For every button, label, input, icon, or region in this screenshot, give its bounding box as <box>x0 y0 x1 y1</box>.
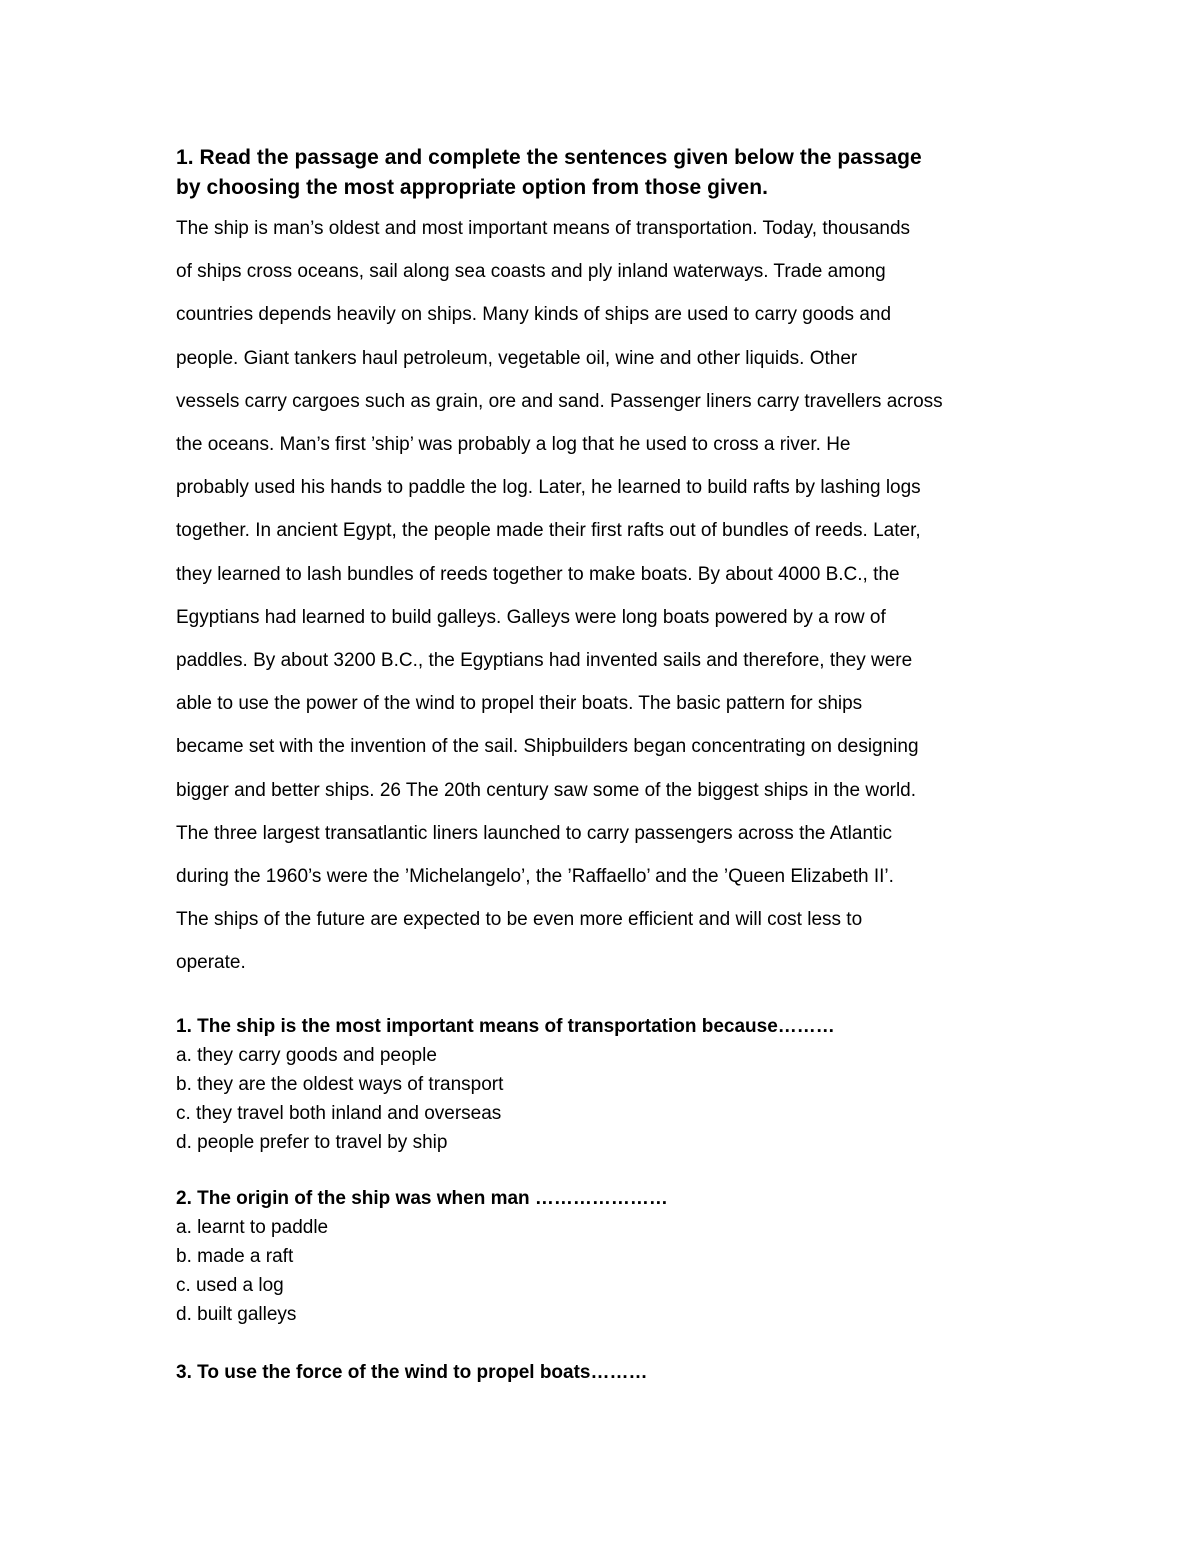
passage-line: the oceans. Man’s first ’ship’ was probably a log that he used to cross a river. He <box>176 434 851 456</box>
passage-line: during the 1960’s were the ’Michelangelo’, the ’Raffaello’ and the ’Queen Elizabeth II’. <box>176 866 894 888</box>
passage-line: people. Giant tankers haul petroleum, vegetable oil, wine and other liquids. Other <box>176 347 858 369</box>
passage-line: The ship is man’s oldest and most important means of transportation. Today, thousands <box>176 218 911 239</box>
answer-option: d. people prefer to travel by ship <box>176 1132 448 1153</box>
question-block <box>176 1012 1036 1157</box>
answer-option: c. used a log <box>176 1275 284 1296</box>
passage-line: probably used his hands to paddle the log. Later, he learned to build rafts by lashing logs <box>176 477 921 499</box>
passage-line: of ships cross oceans, sail along sea coasts and ply inland waterways. Trade among <box>176 261 886 283</box>
passage-line: they learned to lash bundles of reeds together to make boats. By about 4000 B.C., the <box>176 563 900 585</box>
passage-line: vessels carry cargoes such as grain, ore and sand. Passenger liners carry travellers across <box>176 390 943 412</box>
passage-line: together. In ancient Egypt, the people made their first rafts out of bundles of reeds. Later, <box>176 520 921 542</box>
answer-option: a. learnt to paddle <box>176 1217 329 1238</box>
passage-line: countries depends heavily on ships. Many kinds of ships are used to carry goods and <box>176 304 892 326</box>
passage-line: became set with the invention of the sail. Shipbuilders began concentrating on designing <box>176 736 919 758</box>
instruction-heading <box>176 143 1036 203</box>
answer-option: c. they travel both inland and overseas <box>176 1103 502 1124</box>
answer-option: d. built galleys <box>176 1304 297 1325</box>
answer-option: b. they are the oldest ways of transport <box>176 1074 504 1095</box>
instruction-line: 1. Read the passage and complete the sentences given below the passage <box>176 146 922 169</box>
passage-line: operate. <box>176 952 246 974</box>
passage-line: The ships of the future are expected to be even more efficient and will cost less to <box>176 909 863 931</box>
passage-line: able to use the power of the wind to propel their boats. The basic pattern for ships <box>176 693 863 715</box>
passage-line: The three largest transatlantic liners launched to carry passengers across the Atlantic <box>176 822 893 844</box>
passage-line: Egyptians had learned to build galleys. Galleys were long boats powered by a row of <box>176 606 886 628</box>
question-text: 3. To use the force of the wind to propel boats……… <box>176 1362 648 1383</box>
instruction-line: by choosing the most appropriate option from those given. <box>176 176 769 199</box>
question-block <box>176 1358 1036 1387</box>
question-text: 2. The origin of the ship was when man ………………… <box>176 1188 668 1209</box>
answer-option: b. made a raft <box>176 1246 294 1267</box>
passage-line: paddles. By about 3200 B.C., the Egyptians had invented sails and therefore, they were <box>176 650 913 672</box>
passage-line: bigger and better ships. 26 The 20th century saw some of the biggest ships in the world. <box>176 779 917 801</box>
question-text: 1. The ship is the most important means of transportation because……… <box>176 1016 835 1037</box>
question-block <box>176 1184 1036 1329</box>
reading-passage <box>176 207 1036 985</box>
answer-option: a. they carry goods and people <box>176 1045 437 1066</box>
